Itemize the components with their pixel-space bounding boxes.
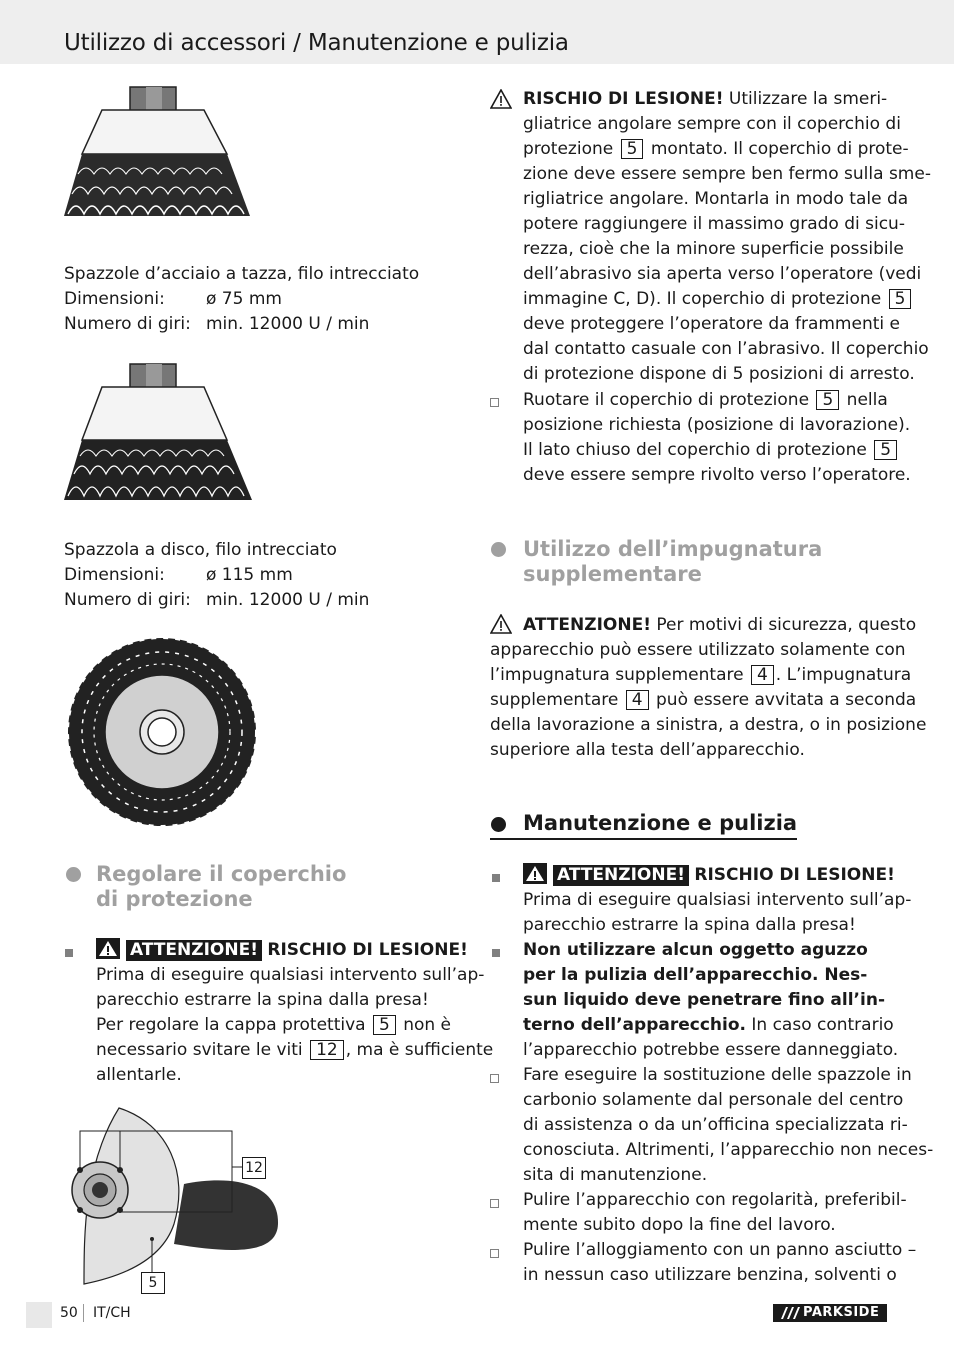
text-span: Ruotare il coperchio di protezione	[523, 390, 810, 410]
text-span: terno dell’apparecchio.	[523, 1015, 746, 1035]
risk-line4: zione deve essere sempre ben fermo sulla sme-	[523, 164, 931, 184]
page-number: 50	[60, 1305, 78, 1321]
square-bullet	[492, 949, 500, 957]
risk-line8: dell’abrasivo sia aperta verso l’operatore (vedi	[523, 264, 922, 284]
handle-line3	[490, 663, 911, 688]
text-span: può essere avvitata a seconda	[656, 690, 917, 710]
ref-box-4: 4	[751, 665, 774, 685]
risk-label: RISCHIO DI LESIONE!	[523, 89, 724, 109]
carbon-line2: carbonio solamente dal personale del centro	[523, 1090, 904, 1110]
warning-icon	[96, 938, 120, 959]
hollow-bullet	[490, 1199, 499, 1208]
text-span: non è	[403, 1015, 452, 1035]
risk-line7: rezza, cioè che la minore superficie possibile	[523, 239, 904, 259]
housing-line1: Pulire l’alloggiamento con un panno asciutto –	[523, 1240, 917, 1260]
handle-line1	[523, 613, 916, 638]
attention-badge: ATTENZIONE!	[553, 865, 689, 886]
warning-triangle-icon	[490, 89, 512, 109]
handle-line6: superiore alla testa dell’apparecchio.	[490, 740, 805, 760]
rotate-line1	[523, 388, 888, 413]
brand-name: PARKSIDE	[803, 1305, 880, 1320]
sharp-line2: per la pulizia dell’apparecchio. Nes-	[523, 965, 868, 985]
risk-line6: potere raggiungere il massimo grado di sicu-	[523, 214, 905, 234]
rotate-line2: posizione richiesta (posizione di lavorazione).	[523, 415, 911, 435]
clean-line1: Pulire l’apparecchio con regolarità, preferibil-	[523, 1190, 907, 1210]
text-span: montato. Il coperchio di prote-	[650, 139, 909, 159]
maint-warning-line2: Prima di eseguire qualsiasi intervento sull’ap-	[523, 890, 912, 910]
attention-badge: ATTENZIONE!	[126, 940, 262, 961]
brush2-name: Spazzola a disco, filo intrecciato	[64, 540, 337, 560]
guard-warning-line3: parecchio estrarre la spina dalla presa!	[96, 990, 429, 1010]
rotate-line4: deve essere sempre rivolto verso l’operatore.	[523, 465, 911, 485]
text-span: nella	[846, 390, 888, 410]
text-span: necessario svitare le viti	[96, 1040, 303, 1060]
ref-box-12: 12	[310, 1040, 344, 1060]
text-span: Il lato chiuso del coperchio di protezione	[523, 440, 867, 460]
ref-box-5: 5	[621, 139, 644, 159]
hollow-bullet	[490, 1074, 499, 1083]
ref-box-5: 5	[373, 1015, 396, 1035]
risk-line10: deve proteggere l’operatore da frammenti e	[523, 314, 900, 334]
text-span: immagine C, D). Il coperchio di protezione	[523, 289, 882, 309]
maint-heading-bullet	[491, 817, 506, 832]
text-span: Per motivi di sicurezza, questo	[656, 615, 917, 635]
square-bullet	[65, 949, 73, 957]
brush2-dim-value: ø 115 mm	[206, 565, 293, 585]
carbon-line1: Fare eseguire la sostituzione delle spazzole in	[523, 1065, 912, 1085]
handle-line4	[490, 688, 916, 713]
text-span: l’impugnatura supplementare	[490, 665, 744, 685]
guard-heading-line1: Regolare il coperchio	[96, 862, 347, 886]
risk-line1	[523, 87, 887, 112]
sharp-line1: Non utilizzare alcun oggetto aguzzo	[523, 940, 868, 960]
handle-line5: della lavorazione a sinistra, a destra, o in posizione	[490, 715, 927, 735]
handle-heading-line2: supplementare	[523, 562, 702, 586]
brush2-dim-label: Dimensioni:	[64, 565, 165, 585]
brand-logo	[773, 1304, 887, 1322]
brush1-rpm-value: min. 12000 U / min	[206, 314, 370, 334]
guard-warning-line2: Prima di eseguire qualsiasi intervento sull’ap-	[96, 965, 485, 985]
clean-line2: mente subito dopo la fine del lavoro.	[523, 1215, 836, 1235]
maint-warning-line3: parecchio estrarre la spina dalla presa!	[523, 915, 856, 935]
risk-line3	[523, 137, 909, 162]
hollow-bullet	[490, 1249, 499, 1258]
risk-line2: gliatrice angolare sempre con il coperchio di	[523, 114, 901, 134]
brush1-dim-value: ø 75 mm	[206, 289, 282, 309]
guard-warning-line5	[96, 1038, 493, 1063]
brush2-rpm-label: Numero di giri:	[64, 590, 191, 610]
warning-triangle-icon	[490, 614, 512, 634]
maint-heading-underline	[490, 838, 797, 840]
guard-warning-line4	[96, 1013, 451, 1038]
risk-label: RISCHIO DI LESIONE!	[694, 865, 895, 885]
ref-box-4: 4	[626, 690, 649, 710]
guard-heading-bullet	[66, 867, 81, 882]
risk-label: RISCHIO DI LESIONE!	[267, 940, 468, 960]
text-span: , ma è sufficiente	[345, 1040, 494, 1060]
maint-heading: Manutenzione e pulizia	[523, 811, 798, 835]
text-span: Utilizzare la smeri-	[728, 89, 888, 109]
language-code: IT/CH	[93, 1305, 131, 1321]
text-span: Per regolare la cappa protettiva	[96, 1015, 366, 1035]
rotate-line3	[523, 438, 899, 463]
risk-line5: rigliatrice angolare. Montarla in modo tale da	[523, 189, 909, 209]
ref-box-5: 5	[874, 440, 897, 460]
callout-12: 12	[242, 1157, 266, 1179]
callout-5: 5	[141, 1272, 165, 1294]
carbon-line4: conosciuta. Altrimenti, l’apparecchio non neces-	[523, 1140, 934, 1160]
risk-line12: di protezione dispone di 5 posizioni di arresto.	[523, 364, 915, 384]
square-bullet	[492, 874, 500, 882]
cup-brush-illustration	[62, 84, 262, 234]
risk-line11: dal contatto casuale con l’abrasivo. Il coperchio	[523, 339, 929, 359]
warning-icon	[523, 863, 547, 884]
attention-label: ATTENZIONE!	[523, 615, 651, 635]
handle-heading-line1: Utilizzo dell’impugnatura	[523, 537, 823, 561]
maint-warning-line1	[523, 863, 895, 888]
text-span: In caso contrario	[751, 1015, 894, 1035]
knotted-cup-brush-illustration	[62, 362, 262, 507]
wheel-brush-illustration	[64, 634, 260, 830]
risk-line9	[523, 287, 913, 312]
sharp-line4	[523, 1013, 894, 1038]
hollow-bullet	[490, 398, 499, 407]
ref-box-5: 5	[816, 390, 839, 410]
handle-heading-bullet	[491, 542, 506, 557]
carbon-line5: sita di manutenzione.	[523, 1165, 708, 1185]
footer-divider	[83, 1304, 84, 1322]
handle-line2: apparecchio può essere utilizzato solamente con	[490, 640, 906, 660]
brush1-name: Spazzole d’acciaio a tazza, filo intrecciato	[64, 264, 420, 284]
text-span: protezione	[523, 139, 614, 159]
guard-heading-line2: di protezione	[96, 887, 253, 911]
page-title: Utilizzo di accessori / Manutenzione e pulizia	[64, 30, 569, 56]
brush1-dim-label: Dimensioni:	[64, 289, 165, 309]
text-span: supplementare	[490, 690, 619, 710]
carbon-line3: di assistenza o da un’officina specializzata ri-	[523, 1115, 908, 1135]
brush2-rpm-value: min. 12000 U / min	[206, 590, 370, 610]
sharp-line5: l’apparecchio potrebbe essere danneggiato.	[523, 1040, 899, 1060]
housing-line2: in nessun caso utilizzare benzina, solventi o	[523, 1265, 897, 1285]
footer-tab	[26, 1302, 52, 1328]
brush1-rpm-label: Numero di giri:	[64, 314, 191, 334]
ref-box-5: 5	[889, 289, 912, 309]
guard-warning-line6: allentarle.	[96, 1065, 182, 1085]
text-span: . L’impugnatura	[775, 665, 912, 685]
guard-warning-line1	[96, 938, 468, 963]
sharp-line3: sun liquido deve penetrare fino all’in-	[523, 990, 886, 1010]
angle-grinder-guard-figure	[64, 1104, 284, 1294]
